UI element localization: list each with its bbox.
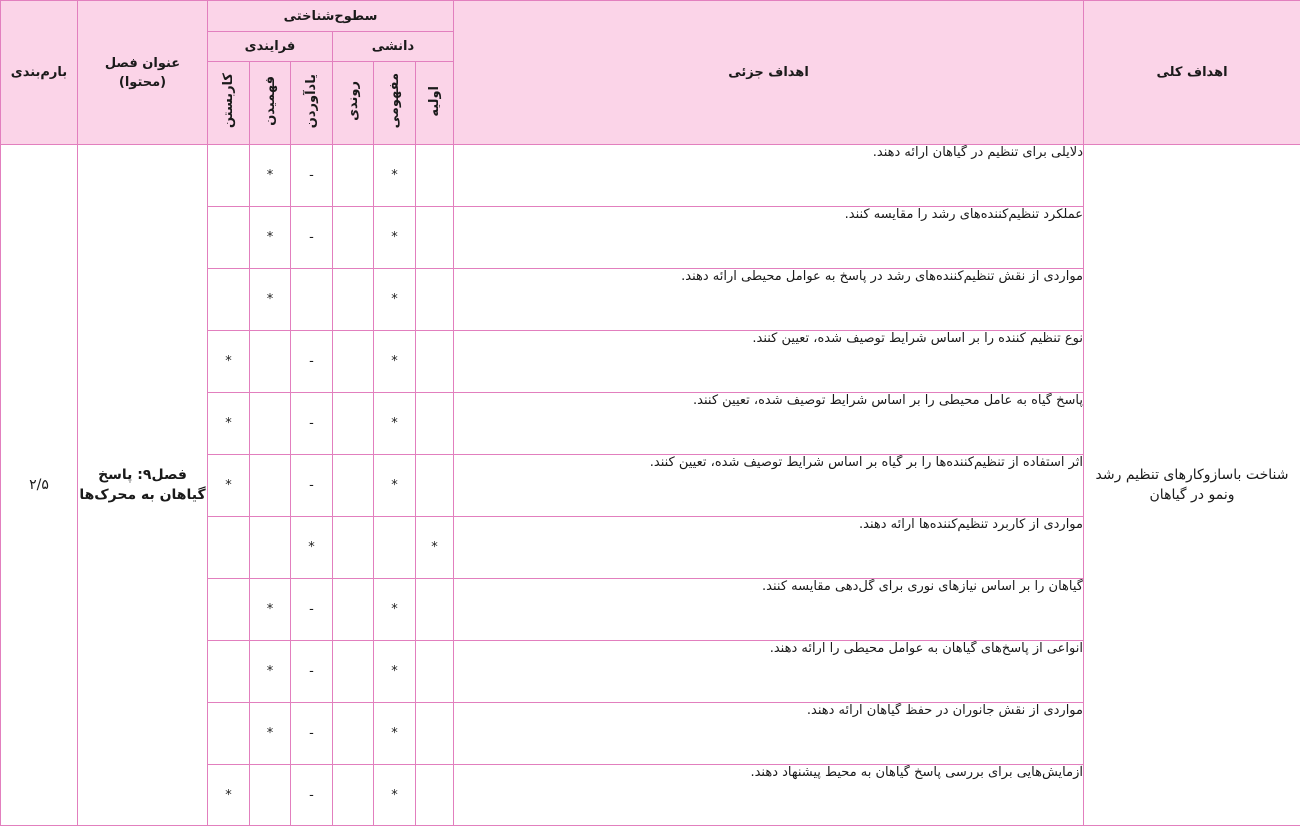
mark-applying: * <box>208 331 250 393</box>
header-primary: اولیه <box>416 62 454 145</box>
mark-applying <box>208 145 250 207</box>
mark-procedural <box>333 579 374 641</box>
mark-understanding: * <box>250 641 291 703</box>
header-remembering: یادآوردن <box>291 62 333 145</box>
mark-primary <box>416 703 454 765</box>
mark-remembering: - <box>291 207 333 269</box>
mark-primary <box>416 145 454 207</box>
header-cognitive-levels: سطوح‌شناختی <box>208 1 454 32</box>
header-conceptual: مفهومی <box>374 62 416 145</box>
objective-text: گیاهان را بر اساس نیازهای نوری برای گل‌دهی مقایسه کنند. <box>454 579 1084 641</box>
mark-procedural <box>333 269 374 331</box>
mark-conceptual: * <box>374 207 416 269</box>
mark-procedural <box>333 455 374 517</box>
mark-primary <box>416 207 454 269</box>
mark-applying: * <box>208 765 250 826</box>
mark-conceptual: * <box>374 269 416 331</box>
mark-procedural <box>333 517 374 579</box>
mark-primary <box>416 455 454 517</box>
mark-understanding: * <box>250 207 291 269</box>
header-understanding: فهمیدن <box>250 62 291 145</box>
objective-text: مواردی از نقش تنظیم‌کننده‌های رشد در پاسخ به عوامل محیطی ارائه دهند. <box>454 269 1084 331</box>
mark-procedural <box>333 641 374 703</box>
mark-applying <box>208 703 250 765</box>
mark-conceptual <box>374 517 416 579</box>
header-process: فرایندی <box>208 32 333 62</box>
header-general-goals: اهداف کلی <box>1084 1 1300 145</box>
mark-primary <box>416 331 454 393</box>
objective-text: انواعی از پاسخ‌های گیاهان به عوامل محیطی را ارائه دهند. <box>454 641 1084 703</box>
header-procedural: روندی <box>333 62 374 145</box>
mark-applying <box>208 269 250 331</box>
mark-conceptual: * <box>374 703 416 765</box>
header-score: بارم‌بندی <box>1 1 78 145</box>
mark-understanding: * <box>250 145 291 207</box>
header-knowledge: دانشی <box>333 32 454 62</box>
mark-procedural <box>333 331 374 393</box>
header-detailed-goals: اهداف جزئی <box>454 1 1084 145</box>
mark-procedural <box>333 765 374 826</box>
mark-primary <box>416 579 454 641</box>
mark-conceptual: * <box>374 331 416 393</box>
header-chapter-title <box>78 1 208 145</box>
mark-understanding <box>250 393 291 455</box>
objective-text: آزمایش‌هایی برای بررسی پاسخ گیاهان به محیط پیشنهاد دهند. <box>454 765 1084 826</box>
mark-conceptual: * <box>374 145 416 207</box>
mark-conceptual: * <box>374 641 416 703</box>
mark-remembering: - <box>291 579 333 641</box>
mark-procedural <box>333 207 374 269</box>
mark-applying: * <box>208 455 250 517</box>
mark-primary <box>416 765 454 826</box>
mark-understanding: * <box>250 269 291 331</box>
mark-remembering <box>291 269 333 331</box>
mark-remembering: - <box>291 145 333 207</box>
mark-primary <box>416 393 454 455</box>
general-goal-cell: شناخت باسازوکارهای تنظیم رشد ونمو در گیاهان <box>1084 145 1300 826</box>
mark-conceptual: * <box>374 765 416 826</box>
mark-understanding: * <box>250 579 291 641</box>
score-cell: ۲/۵ <box>1 145 78 826</box>
mark-remembering: * <box>291 517 333 579</box>
mark-primary <box>416 269 454 331</box>
mark-understanding <box>250 455 291 517</box>
header-chapter-title-sub: (محتوا) <box>78 75 207 90</box>
mark-understanding <box>250 517 291 579</box>
mark-understanding: * <box>250 703 291 765</box>
objective-text: نوع تنظیم کننده را بر اساس شرایط توصیف شده، تعیین کنند. <box>454 331 1084 393</box>
mark-primary: * <box>416 517 454 579</box>
mark-remembering: - <box>291 331 333 393</box>
objective-text: مواردی از کاربرد تنظیم‌کننده‌ها ارائه دهند. <box>454 517 1084 579</box>
objective-text: مواردی از نقش جانوران در حفظ گیاهان ارائه دهند. <box>454 703 1084 765</box>
mark-procedural <box>333 145 374 207</box>
objective-text: عملکرد تنظیم‌کننده‌های رشد را مقایسه کنند. <box>454 207 1084 269</box>
mark-applying <box>208 641 250 703</box>
mark-applying <box>208 207 250 269</box>
mark-procedural <box>333 703 374 765</box>
header-chapter-title-main: عنوان فصل <box>78 56 207 71</box>
mark-applying <box>208 579 250 641</box>
mark-applying: * <box>208 393 250 455</box>
mark-remembering: - <box>291 641 333 703</box>
mark-remembering: - <box>291 455 333 517</box>
mark-conceptual: * <box>374 455 416 517</box>
mark-conceptual: * <box>374 393 416 455</box>
objective-text: پاسخ گیاه به عامل محیطی را بر اساس شرایط توصیف شده، تعیین کنند. <box>454 393 1084 455</box>
mark-conceptual: * <box>374 579 416 641</box>
chapter-title-cell: فصل۹: پاسخ گیاهان به محرک‌ها <box>78 145 208 826</box>
mark-applying <box>208 517 250 579</box>
mark-primary <box>416 641 454 703</box>
mark-understanding <box>250 765 291 826</box>
mark-procedural <box>333 393 374 455</box>
table-row <box>1 145 1300 207</box>
objective-text: اثر استفاده از تنظیم‌کننده‌ها را بر گیاه بر اساس شرایط توصیف شده، تعیین کنند. <box>454 455 1084 517</box>
header-applying: کاربستن <box>208 62 250 145</box>
mark-remembering: - <box>291 393 333 455</box>
mark-understanding <box>250 331 291 393</box>
mark-remembering: - <box>291 703 333 765</box>
mark-remembering: - <box>291 765 333 826</box>
objective-text: دلایلی برای تنظیم در گیاهان ارائه دهند. <box>454 145 1084 207</box>
